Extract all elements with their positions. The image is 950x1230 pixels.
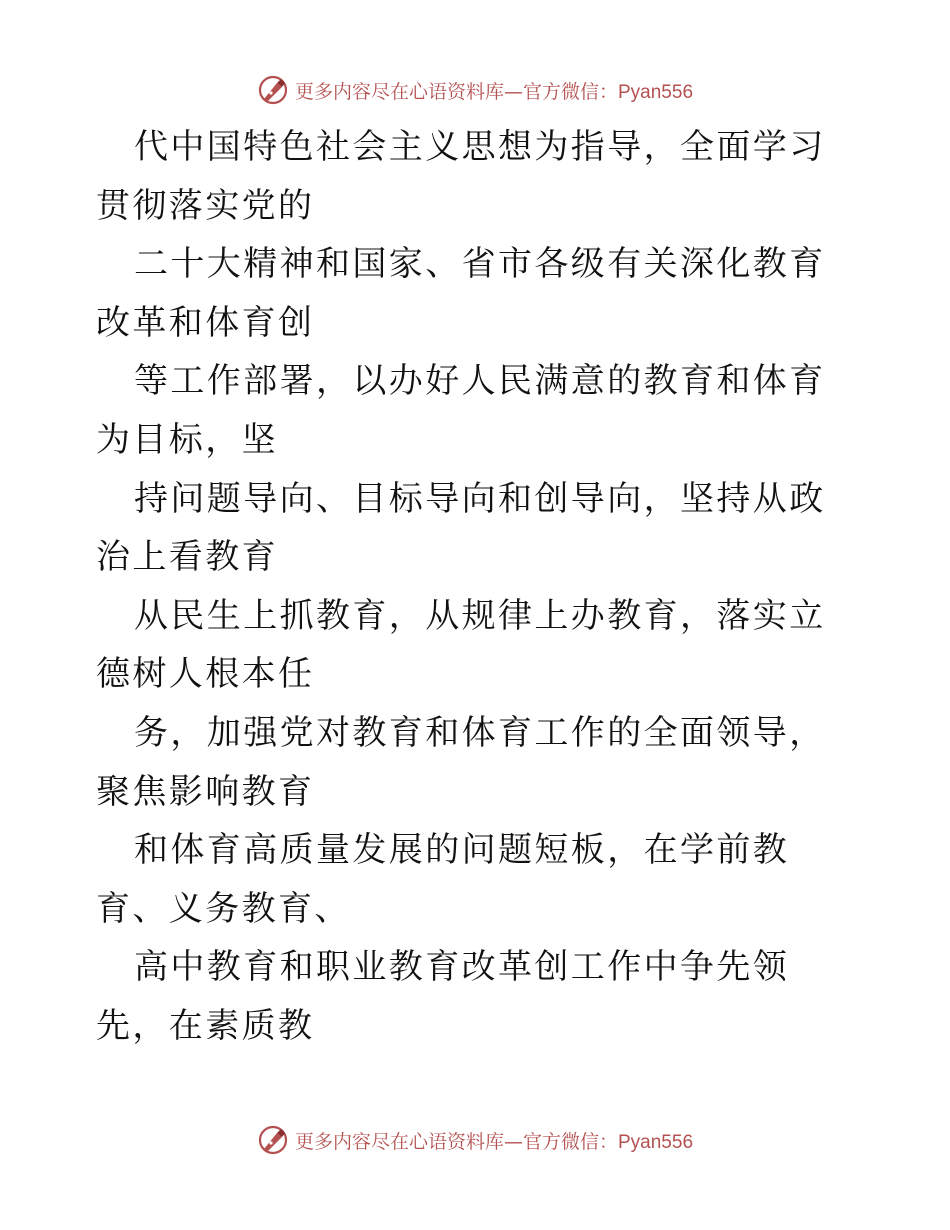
paragraph: 从民生上抓教育，从规律上办教育，落实立德树人根本任 — [96, 595, 826, 695]
document-body — [96, 118, 856, 1056]
paragraph: 高中教育和职业教育改革创工作中争先领先，在素质教 — [96, 947, 790, 1046]
pen-nib-logo-icon — [257, 74, 289, 106]
paragraph: 务，加强党对教育和体育工作的全面领导，聚焦影响教育 — [96, 712, 826, 812]
paragraph: 二十大精神和国家、省市各级有关深化教育改革和体育创 — [96, 244, 826, 343]
pen-nib-logo-icon — [257, 1124, 289, 1156]
footer-banner — [0, 1122, 950, 1158]
header-banner — [0, 72, 950, 108]
wechat-handle: Pyan556 — [618, 1131, 694, 1153]
paragraph: 和体育高质量发展的问题短板，在学前教育、义务教育、 — [96, 830, 790, 929]
wechat-handle: Pyan556 — [618, 81, 694, 103]
paragraph: 代中国特色社会主义思想为指导，全面学习贯彻落实党的 — [96, 127, 826, 226]
footer-text: 更多内容尽在心语资料库—官方微信：Pyan556 — [294, 1130, 694, 1153]
header-text: 更多内容尽在心语资料库—官方微信：Pyan556 — [294, 80, 694, 103]
paragraph: 持问题导向、目标导向和创导向，坚持从政治上看教育 — [96, 478, 826, 578]
paragraph: 等工作部署，以办好人民满意的教育和体育为目标，坚 — [96, 361, 826, 460]
